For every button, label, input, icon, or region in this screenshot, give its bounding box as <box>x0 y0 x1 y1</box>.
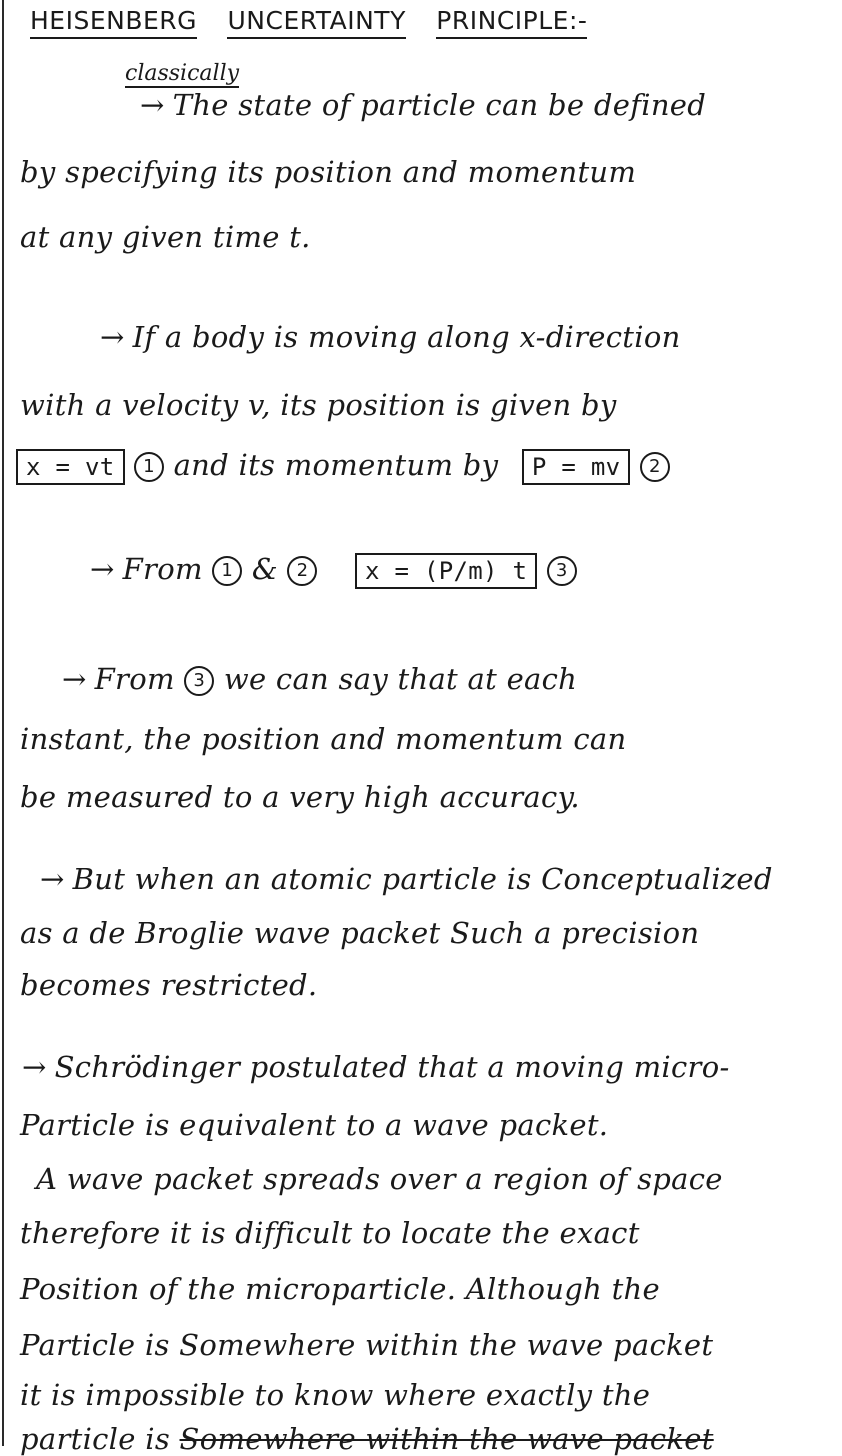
note-line-9: instant, the position and momentum can <box>20 722 627 756</box>
inserted-word: classically <box>125 61 240 86</box>
ref-circle-1: 1 <box>212 556 242 586</box>
equation-box-1: x = vt <box>16 449 125 485</box>
note-line-2: by specifying its position and momentum <box>20 155 637 189</box>
note-line-17: therefore it is difficult to locate the exact <box>20 1216 640 1250</box>
note-line-4: → If a body is moving along x-direction <box>100 320 681 354</box>
note-line-8: → From 3 we can say that at each <box>62 662 578 696</box>
note-line-1: → The state of particle can be defined <box>140 88 707 122</box>
equation-box-3: x = (P/m) t <box>355 553 537 589</box>
arrow-icon: → <box>22 1050 47 1084</box>
equation-number-3: 3 <box>547 556 577 586</box>
ref-circle-2: 2 <box>287 556 317 586</box>
note-line-6: x = vt 1 and its momentum by P = mv 2 <box>16 448 670 485</box>
arrow-icon: → <box>140 88 165 122</box>
note-line-15: Particle is equivalent to a wave packet. <box>20 1108 609 1142</box>
struck-text: Somewhere within the wave packet <box>179 1422 714 1456</box>
arrow-icon: → <box>100 320 125 354</box>
note-line-12: as a de Broglie wave packet Such a precision <box>20 916 700 950</box>
note-line-16: A wave packet spreads over a region of space <box>36 1162 723 1196</box>
equation-number-1: 1 <box>134 452 164 482</box>
margin-line <box>2 0 4 1446</box>
equation-number-2: 2 <box>640 452 670 482</box>
arrow-icon: → <box>40 862 65 896</box>
title-word-1: HEISENBERG <box>30 6 197 39</box>
page-title <box>30 6 609 35</box>
note-line-14: → Schrödinger postulated that a moving micro- <box>22 1050 730 1084</box>
note-line-7: → From 1 & 2 x = (P/m) t 3 <box>90 552 577 589</box>
title-word-2: UNCERTAINTY <box>227 6 405 39</box>
equation-box-2: P = mv <box>522 449 631 485</box>
note-line-3: at any given time t. <box>20 220 311 254</box>
note-line-10: be measured to a very high accuracy. <box>20 780 580 814</box>
note-line-18: Position of the microparticle. Although the <box>20 1272 660 1306</box>
arrow-icon: → <box>90 552 115 586</box>
note-line-13: becomes restricted. <box>20 968 318 1002</box>
note-line-20: it is impossible to know where exactly the <box>20 1378 651 1412</box>
note-line-5: with a velocity v, its position is given by <box>20 388 617 422</box>
note-line-11: → But when an atomic particle is Conceptualized <box>40 862 773 896</box>
arrow-icon: → <box>62 662 87 696</box>
ref-circle-3: 3 <box>184 666 214 696</box>
note-line-21: particle is Somewhere within the wave packet <box>20 1422 714 1456</box>
note-line-19: Particle is Somewhere within the wave packet <box>20 1328 714 1362</box>
title-word-3: PRINCIPLE:- <box>436 6 587 39</box>
